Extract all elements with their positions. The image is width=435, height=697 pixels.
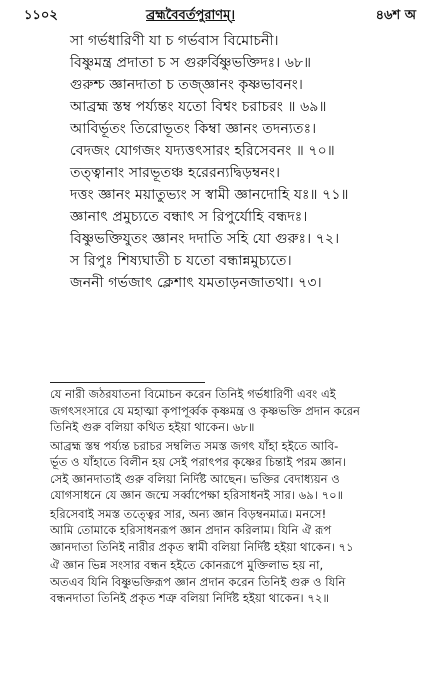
sanskrit-verses [70,30,420,294]
commentary-line: সেই জ্ঞানদাতাই গুরু বলিয়া নির্দিষ্ট আছেন। ভক্তির বেদাধ্যয়ন ও [50,471,340,486]
commentary-line: হরিসেবাই সমস্ত তত্ত্বের সার, অন্য জ্ঞান বিড়ম্বনমাত্র। মনসে! [50,506,327,521]
commentary-line: অতএব যিনি বিষ্ণুভক্তিরূপ জ্ঞান প্রদান করেন তিনিই গুরু ও যিনি [50,574,346,589]
verse-line: বেদজং যোগজং যদ্যত্তৎসারং হরিসেবনং ॥ ৭০॥ [70,143,335,159]
page-header [24,6,416,26]
page-number: ১১০২ [24,8,58,23]
commentary-line: জগৎসংসারে যে মহাত্মা কৃপাপূর্ব্বক কৃষ্ণমন্ত্র ও কৃষ্ণভক্তি প্রদান করেন [50,403,360,418]
section-divider [50,382,205,383]
commentary-line: যে নারী জঠরযাতনা বিমোচন করেন তিনিই গর্ভধারিণী এবং এই [50,387,336,401]
verse-line: আব্রহ্ম স্তম্ব পর্য্যন্তং যতো বিশ্বং চরাচরং ॥ ৬৯॥ [70,99,327,115]
commentary-line: আমি তোমাকে হরিসাধনরূপ জ্ঞান প্রদান করিলাম। যিনি ঐ রূপ [50,523,332,537]
commentary-line: র্ভূত ও যাঁহাতে বিলীন হয় সেই পরাৎপর কৃষ্ণের চিন্তাই পরম জ্ঞান। [50,455,346,469]
verse-line: সা গর্ভধারিণী যা চ গর্ভবাস বিমোচনী। [70,33,279,49]
commentary-line: বন্ধনদাতা তিনিই প্রকৃত শত্রু বলিয়া নির্দিষ্ট হইয়া থাকেন। ৭২॥ [50,591,329,605]
verse-line: আবির্ভূতং তিরোভূতং কিম্বা জ্ঞানং তদন্যতঃ। [70,121,317,137]
verse-line: বিষ্ণুভক্তিযুতং জ্ঞানং দদাতি সহি যো গুরুঃ। ৭২। [70,231,340,247]
chapter-label: ৪৬শ অ [375,8,416,23]
verse-line: জ্ঞানাৎ প্রমুচ্যতে বন্ধাৎ স রিপুর্যোহি বন্ধদঃ। [70,209,308,225]
book-title: ব্রহ্মবৈবর্তপুরাণম্। [146,8,235,23]
verse-line: দত্তং জ্ঞানং ময়াতুভ্যং স স্বামী জ্ঞানদোহি যঃ॥ ৭১॥ [70,187,349,203]
commentary-line: যোগসাধনে যে জ্ঞান জন্মে সর্ব্বাপেক্ষা হরিসাধনই সার। ৬৯। ৭০॥ [50,488,344,502]
commentary-line: ঐ জ্ঞান ভিন্ন সংসার বন্ধন হইতে কোনরূপে মুক্তিলাভ হয় না, [50,558,324,572]
commentary-paragraph [50,386,422,436]
commentary-paragraph [50,438,422,504]
commentary-paragraph [50,557,422,607]
verse-line: তত্ত্বানাং সারভূতঞ্চ হরেরন্যদ্বিড়ম্বনং। [70,165,281,181]
verse-line: গুরুশ্চ জ্ঞানদাতা চ তজ্জ্ঞানং কৃষ্ণভাবনং। [70,77,303,93]
verse-line: বিষ্ণুমন্ত্র প্রদাতা চ স গুরুর্বিষ্ণুভক্তিদঃ। ৬৮॥ [70,55,312,71]
commentary-paragraph [50,506,422,556]
commentary-line: আব্রহ্ম স্তম্ব পর্য্যন্ত চরাচর সম্বলিত সমস্ত জগৎ যাঁহা হইতে আবি- [50,438,339,453]
commentary-line: জ্ঞানদাতা তিনিই নারীর প্রকৃত স্বামী বলিয়া নির্দিষ্ট হইয়া থাকেন। ৭১ [50,539,354,554]
verse-line: জননী গর্ভজাৎ ক্লেশাৎ যমতাড়নজাতথা। ৭৩। [70,275,322,291]
commentary-line: তিনিই গুরু বলিয়া কথিত হইয়া থাকেন। ৬৮॥ [50,420,255,434]
bengali-commentary [50,386,422,607]
verse-line: স রিপুঃ শিষ্যঘাতী চ যতো বন্ধান্নমুচ্যতে। [70,253,292,269]
